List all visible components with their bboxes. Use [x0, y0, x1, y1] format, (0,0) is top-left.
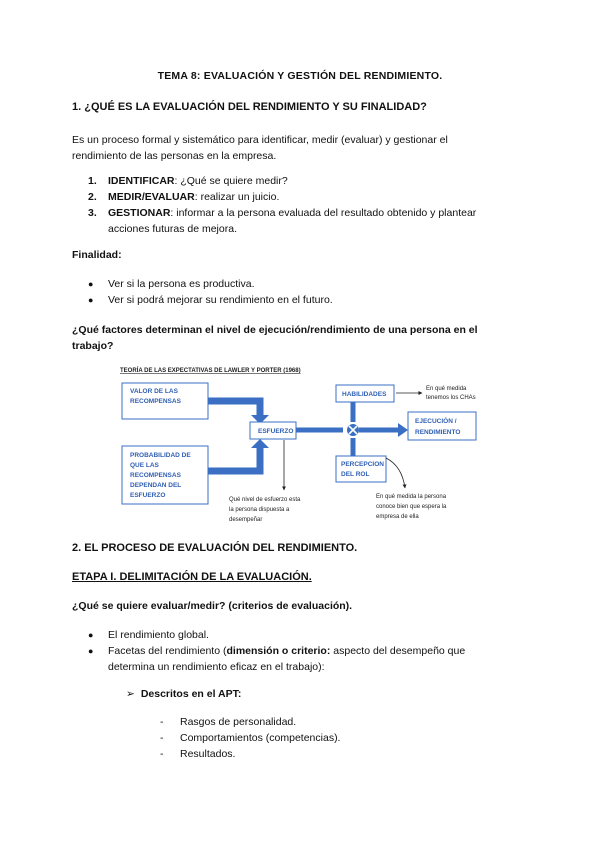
step-text: : realizar un juicio.	[194, 191, 280, 203]
list-item-text: Ver si podrá mejorar su rendimiento en el futuro.	[108, 294, 333, 306]
step-text-continued: acciones futuras de mejora.	[108, 223, 237, 235]
note-rol-l2: conoce bien que espera la	[376, 504, 447, 510]
factors-question	[72, 322, 478, 354]
steps-list	[88, 173, 477, 237]
bullet-icon: ●	[88, 295, 94, 305]
dash-bullet-icon: -	[160, 716, 164, 728]
list-item-text: El rendimiento global.	[108, 629, 209, 641]
list-item-text-continued: determina un rendimiento eficaz en el trabajo):	[108, 661, 325, 673]
step-item	[88, 205, 477, 237]
prob-label-l4: DEPENDAN DEL	[130, 482, 182, 489]
prob-label-l3: RECOMPENSAS	[130, 472, 181, 479]
arrow-head	[251, 439, 269, 448]
habilidades-label: HABILIDADES	[342, 391, 387, 398]
step-number: 1.	[88, 175, 97, 187]
step-term: IDENTIFICAR	[108, 175, 175, 187]
arrow-valor-esfuerzo	[208, 401, 260, 416]
question-line: trabajo?	[72, 340, 114, 352]
step-item	[88, 173, 476, 189]
section-1-heading: 1. ¿QUÉ ES LA EVALUACIÓN DEL RENDIMIENTO Y SU FINALIDAD?	[72, 101, 427, 113]
document-title: TEMA 8: EVALUACIÓN Y GESTIÓN DEL RENDIMIENTO.	[157, 70, 443, 82]
criteria-list	[88, 627, 466, 675]
bullet-icon: ●	[88, 630, 94, 640]
paragraph-line: rendimiento de las personas en la empresa.	[72, 150, 277, 162]
step-term: GESTIONAR	[108, 207, 171, 219]
apt-list	[160, 714, 341, 762]
note-rol-l3: empresa de ella	[376, 514, 419, 520]
list-item-text-bold: dimensión o criterio:	[226, 645, 331, 657]
esfuerzo-label: ESFUERZO	[258, 428, 294, 435]
arrow-head	[398, 423, 408, 437]
percepcion-rol-box	[336, 456, 386, 482]
list-item-text: Ver si la persona es productiva.	[108, 278, 255, 290]
list-item-text: Resultados.	[180, 748, 236, 760]
list-item	[160, 730, 341, 746]
arrow-prob-esfuerzo	[208, 447, 260, 471]
step-term: MEDIR/EVALUAR	[108, 191, 195, 203]
list-item-text-post: aspecto del desempeño que	[330, 645, 466, 657]
section-2-heading: 2. EL PROCESO DE EVALUACIÓN DEL RENDIMIENTO.	[72, 542, 358, 554]
paragraph-line: Es un proceso formal y sistemático para identificar, medir (evaluar) y gestionar el	[72, 134, 448, 146]
etapa-heading: ETAPA I. DELIMITACIÓN DE LA EVALUACIÓN.	[72, 571, 312, 583]
list-item-text-pre: Facetas del rendimiento (	[108, 645, 227, 657]
prob-label-l1: PROBABILIDAD DE	[130, 452, 191, 459]
ejecucion-label-l2: RENDIMIENTO	[415, 429, 461, 436]
list-item	[160, 746, 340, 762]
valor-label-l2: RECOMPENSAS	[130, 398, 181, 405]
list-item-text: Comportamientos (competencias).	[180, 732, 341, 744]
step-text: : ¿Qué se quiere medir?	[174, 175, 288, 187]
list-item	[160, 714, 340, 730]
note-cha-l2: tenemos los CHAs	[426, 395, 476, 401]
list-item	[88, 643, 466, 675]
note-arrow-rol	[386, 458, 405, 488]
junction-x-icon	[347, 424, 359, 436]
list-item-text: Rasgos de personalidad.	[180, 716, 297, 728]
step-text: : informar a la persona evaluada del resultado obtenido y plantear	[170, 207, 477, 219]
note-esf-l2: la persona dispuesta a	[229, 507, 290, 513]
lawler-porter-diagram	[108, 362, 508, 532]
dash-bullet-icon: -	[160, 748, 164, 760]
diagram-title: TEORÍA DE LAS EXPECTATIVAS DE LAWLER Y PORTER (1968)	[120, 368, 301, 374]
step-item	[88, 189, 476, 205]
percepcion-label-l2: DEL ROL	[341, 471, 370, 478]
arrow-bullet-icon: ➢	[126, 688, 135, 700]
prob-label-l2: QUE LAS	[130, 462, 159, 469]
note-esf-l1: Qué nivel de esfuerzo esta	[229, 497, 301, 503]
list-item	[88, 627, 465, 643]
finalidad-list	[88, 276, 333, 308]
dash-bullet-icon: -	[160, 732, 164, 744]
step-number: 2.	[88, 191, 97, 203]
apt-label	[126, 686, 241, 702]
criteria-question: ¿Qué se quiere evaluar/medir? (criterios de evaluación).	[72, 600, 353, 612]
step-number: 3.	[88, 207, 97, 219]
list-item	[88, 292, 333, 308]
finalidad-label: Finalidad:	[72, 249, 122, 261]
prob-label-l5: ESFUERZO	[130, 492, 166, 499]
percepcion-label-l1: PERCEPCION	[341, 461, 384, 468]
section-1-paragraph	[72, 132, 448, 164]
note-esf-l3: desempeñar	[229, 517, 263, 523]
note-rol-l1: En qué medida la persona	[376, 494, 447, 500]
note-cha-l1: En qué medida	[426, 386, 467, 392]
ejecucion-label-l1: EJECUCIÓN /	[415, 418, 457, 425]
apt-label-text: Descritos en el APT:	[140, 688, 242, 700]
bullet-icon: ●	[88, 646, 94, 656]
list-item	[88, 276, 333, 292]
valor-label-l1: VALOR DE LAS	[130, 388, 178, 395]
question-line: ¿Qué factores determinan el nivel de ejecución/rendimiento de una persona en el	[72, 324, 478, 336]
bullet-icon: ●	[88, 279, 94, 289]
